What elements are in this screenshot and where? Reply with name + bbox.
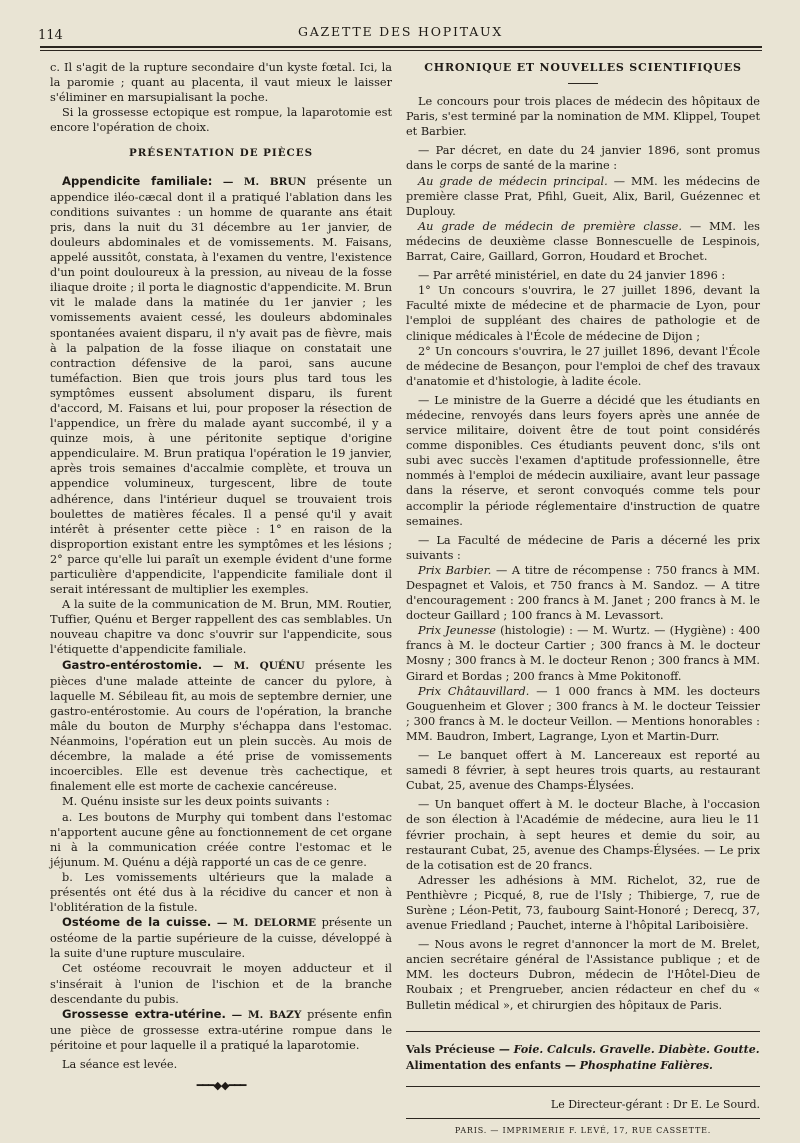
advertisement-block bbox=[406, 1031, 760, 1074]
grossesse-text: présente enfin une pièce de grossesse extra-utérine rompue dans le péritoine et pour laquelle il a pratiqué la laparotomie. bbox=[50, 1007, 392, 1052]
appendicite-title: Appendicite familiale: bbox=[62, 173, 213, 188]
ad-text: — Foie. Calculs. Gravelle. Diabète. Goutte. bbox=[494, 1042, 760, 1056]
ad-label: Alimentation des enfants bbox=[406, 1058, 561, 1072]
news-paragraph: — Le ministre de la Guerre a décidé que les étudiants en médecine, renvoyés dans leurs foyers après une année de service militaire, doivent être de tout point considérés comme disponibles. Ces étudiants peuvent donc, s'ils ont subi avec succès l'examen d'aptitude professionnelle, être nommés à l'emploi de médecin auxiliaire, avant leur passage dans la réserve, et seront convoqués comme tels pour accomplir la période réglementaire d'instruction de quatre semaines. bbox=[406, 393, 760, 528]
prize-text: (histologie) : — M. Wurtz. — (Hygiène) : 400 francs à M. le docteur Cartier ; 300 francs à M. le docteur Mosny ; 300 francs à M. le docteur Renon ; 300 francs à MM. Girard et Bordas ; 200 francs à Mme Pokitonoff. bbox=[406, 624, 761, 683]
gastro-points-intro: M. Quénu insiste sur les deux points suivants : bbox=[62, 795, 330, 809]
prize-label: Prix Jeunesse bbox=[418, 624, 496, 638]
news-paragraph bbox=[406, 219, 760, 264]
gastro-title: Gastro-entérostomie. bbox=[62, 657, 203, 672]
news-paragraph: — Nous avons le regret d'annoncer la mort de M. Brelet, ancien secrétaire général de l'Assistance publique ; et de MM. les docteurs Dubron, médecin de l'Hôtel-Dieu de Roubaix ; et Prengrueber, ancien rédacteur en chef du « Bulletin médical », et chirurgien des hôpitaux de Paris. bbox=[406, 938, 760, 1012]
prize-paragraph bbox=[406, 623, 760, 683]
intro-paragraph: c. Il s'agit de la rupture secondaire d'un kyste fœtal. Ici, la la paromie ; quant au placenta, il vaut mieux le laisser s'éliminer en marsupialisant la poche. bbox=[50, 61, 392, 105]
news-paragraph: — Par décret, en date du 24 janvier 1896, sont promus dans le corps de santé de la marine : bbox=[406, 144, 760, 173]
gastro-point-b: b. Les vomissements ultérieurs que la malade a présentés ont été dus à la récidive du cancer et non à l'oblitération de la fistule. bbox=[50, 870, 392, 915]
closing-line: La séance est levée. bbox=[62, 1058, 178, 1071]
title-rule bbox=[568, 83, 598, 84]
news-paragraph: Le concours pour trois places de médecin des hôpitaux de Paris, s'est terminé par la nomination de MM. Klippel, Toupet et Barbier. bbox=[406, 95, 760, 139]
news-paragraph: — Le banquet offert à M. Lancereaux est reporté au samedi 8 février, à sept heures trois quarts, au restaurant Cubat, 25, avenue des Champs-Élysées. bbox=[406, 749, 760, 793]
prize-text: — A titre de récompense : 750 francs à MM. Despagnet et Valois, et 750 francs à M. Sandoz. — A titre d'encouragement : 200 francs à M. Janet ; 200 francs à M. le docteur Gaillard ; 100 francs à M. Levassort. bbox=[406, 563, 760, 623]
printer-line: PARIS. — IMPRIMERIE F. LEVÉ, 17, RUE CASSETTE. bbox=[406, 1118, 760, 1138]
ad-line bbox=[406, 1058, 760, 1074]
ad-line bbox=[406, 1042, 760, 1058]
ornament-divider: ━━━◆◆━━━ bbox=[196, 1079, 246, 1093]
grade-label: Au grade de médecin principal. bbox=[418, 174, 608, 188]
grossesse-author: — M. BAZY bbox=[231, 1008, 302, 1021]
news-paragraph: 2° Un concours s'ouvrira, le 27 juillet 1896, devant l'École de médecine de Besançon, pour l'emploi de chef des travaux d'anatomie et d'histologie, à ladite école. bbox=[406, 344, 760, 388]
director-signature: Le Directeur-gérant : Dr E. Le Sourd. bbox=[406, 1086, 760, 1112]
osteome-followup: Cet ostéome recouvrait le moyen adducteur et il s'insérait à l'union de l'ischion et de la branche descendante du pubis. bbox=[50, 962, 392, 1006]
osteome-author: — M. DELORME bbox=[216, 917, 316, 930]
right-column bbox=[406, 60, 760, 1138]
news-paragraph bbox=[406, 174, 760, 219]
section-title-chronique: CHRONIQUE ET NOUVELLES SCIENTIFIQUES bbox=[424, 61, 742, 74]
page-header bbox=[38, 22, 763, 46]
appendicite-author: — M. BRUN bbox=[222, 175, 307, 188]
news-paragraph: 1° Un concours s'ouvrira, le 27 juillet 1896, devant la Faculté mixte de médecine et de pharmacie de Lyon, pour l'emploi de suppléant des chaires de pathologie et de clinique médicales à l'École de médecine de Dijon ; bbox=[406, 284, 760, 343]
prize-paragraph bbox=[406, 684, 760, 744]
grade-text: — MM. les médecins de première classe Prat, Pfihl, Gueit, Alix, Baril, Guézennec et Duplouy. bbox=[406, 174, 760, 218]
news-paragraph: — Par arrêté ministériel, en date du 24 janvier 1896 : bbox=[418, 269, 726, 283]
journal-title: GAZETTE DES HOPITAUX bbox=[297, 24, 504, 39]
grade-text: — MM. les médecins de deuxième classe Bonnescuelle de Lespinois, Barrat, Caire, Gaillard, Gorron, Houdard et Brochet. bbox=[406, 219, 760, 264]
appendicite-followup: A la suite de la communication de M. Brun, MM. Routier, Tuffier, Quénu et Berger rappellent des cas semblables. Un nouveau chapitre va donc s'ouvrir sur l'appendicite, sous l'étiquette d'appendicite familiale. bbox=[50, 598, 392, 657]
grossesse-paragraph bbox=[50, 1007, 392, 1053]
section-title-presentation: PRÉSENTATION DE PIÈCES bbox=[128, 147, 314, 160]
intro-paragraph: Si la grossesse ectopique est rompue, la laparotomie est encore l'opération de choix. bbox=[50, 106, 392, 135]
osteome-title: Ostéome de la cuisse. bbox=[62, 915, 212, 930]
ad-label: Vals Précieuse bbox=[406, 1042, 495, 1056]
left-column bbox=[50, 60, 392, 1093]
appendicite-paragraph bbox=[50, 174, 392, 598]
prize-label: Prix Châtauvillard. bbox=[418, 684, 530, 698]
news-paragraph: — Un banquet offert à M. le docteur Blache, à l'occasion de son élection à l'Académie de médecine, aura lieu le 11 février prochain, à sept heures et demie du soir, au restaurant Cubat, 25, avenue des Champs-Élysées. — Le prix de la cotisation est de 20 francs. bbox=[406, 798, 760, 872]
news-paragraph: — La Faculté de médecine de Paris a décerné les prix suivants : bbox=[406, 533, 760, 562]
prize-paragraph bbox=[406, 563, 760, 623]
grade-label: Au grade de médecin de première classe. bbox=[418, 219, 682, 233]
prize-label: Prix Barbier. bbox=[418, 563, 492, 577]
gastro-point-a: a. Les boutons de Murphy qui tombent dans l'estomac n'apportent aucune gêne au fonctionnement de cet organe ni à la communication créée contre l'estomac et le jéjunum. M. Quénu a déjà rapporté un cas de ce genre. bbox=[50, 810, 392, 869]
header-rule bbox=[40, 46, 762, 51]
prize-text: — 1 000 francs à MM. les docteurs Gouguenheim et Glover ; 300 francs à M. le docteur Teissier ; 300 francs à M. le docteur Veillon. — Mentions honorables : MM. Baudron, Imbert, Lagrange, Lyon et Martin-Durr. bbox=[406, 684, 760, 743]
gastro-text: présente les pièces d'une malade atteinte de cancer du pylore, à laquelle M. Sébileau fit, au mois de septembre dernier, une gastro-entérostomie. Au cours de l'opération, la branche mâle du bouton de Murphy s'échappa dans l'estomac. Néanmoins, l'opération eut un plein succès. Au mois de décembre, la malade a été prise de vomissements incoercibles. Elle est devenue très cachectique, et finalement elle est morte de cachexie cancéreuse. bbox=[50, 658, 393, 794]
news-paragraph: Adresser les adhésions à MM. Richelot, 32, rue de Penthièvre ; Picqué, 8, rue de l'Isly ; Thibierge, 7, rue de Surène ; Léon-Petit, 73, faubourg Saint-Honoré ; Derecq, 37, avenue Friedland ; Pauchet, interne à l'hôpital Lariboisière. bbox=[406, 873, 760, 933]
gastro-paragraph bbox=[50, 658, 392, 795]
ad-text: — Phosphatine Falières. bbox=[561, 1058, 713, 1072]
osteome-paragraph bbox=[50, 915, 392, 961]
page-number: 114 bbox=[38, 28, 63, 43]
appendicite-text: présente un appendice iléo-cæcal dont il a pratiqué l'ablation dans les conditions suivantes : un homme de quarante ans était pris, dans la nuit du 31 décembre au 1er janvier, de douleurs abdominales et de vomissements. M. Faisans, appelé aussitôt, constata, à l'examen du ventre, l'existence d'un point douloureux à la pression, au niveau de la fosse iliaque droite ; il porta le diagnostic d'appendicite. M. Brun vit le malade dans la matinée du 1er janvier ; les vomissements avaient cessé, les douleurs abdominales spontanées avaient disparu, il n'y avait pas de fièvre, mais à la palpation de la fosse iliaque on constatait une contraction défensive de la paroi, sans aucune tuméfaction. Bien que trois jours plus tard tous les symptômes eussent absolument disparu, ils furent d'accord, M. Faisans et lui, pour proposer la résection de l'appendice, un frère du malade ayant succombé, il y a quinze mois, à une péritonite septique d'origine appendiculaire. M. Brun pratiqua l'opération le 19 janvier, après trois semaines d'accalmie complète, et trouva un appendice volumineux, turgescent, libre de toute adhérence, dans l'intérieur duquel se trouvaient trois boulettes de matières fécales. Il a pensé qu'il y avait intérêt à présenter cette pièce : 1° en raison de la disproportion existant entre les symptômes et les lésions ; 2° parce qu'elle lui paraît un exemple évident d'une forme particulière d'appendicite, l'appendicite familiale dont il serait intéressant de multiplier les exemples. bbox=[50, 174, 393, 597]
gastro-author: — M. QUÉNU bbox=[212, 659, 305, 672]
osteome-text: présente un ostéome de la partie supérieure de la cuisse, développé à la suite d'une rupture musculaire. bbox=[50, 916, 392, 961]
grossesse-title: Grossesse extra-utérine. bbox=[62, 1006, 226, 1021]
